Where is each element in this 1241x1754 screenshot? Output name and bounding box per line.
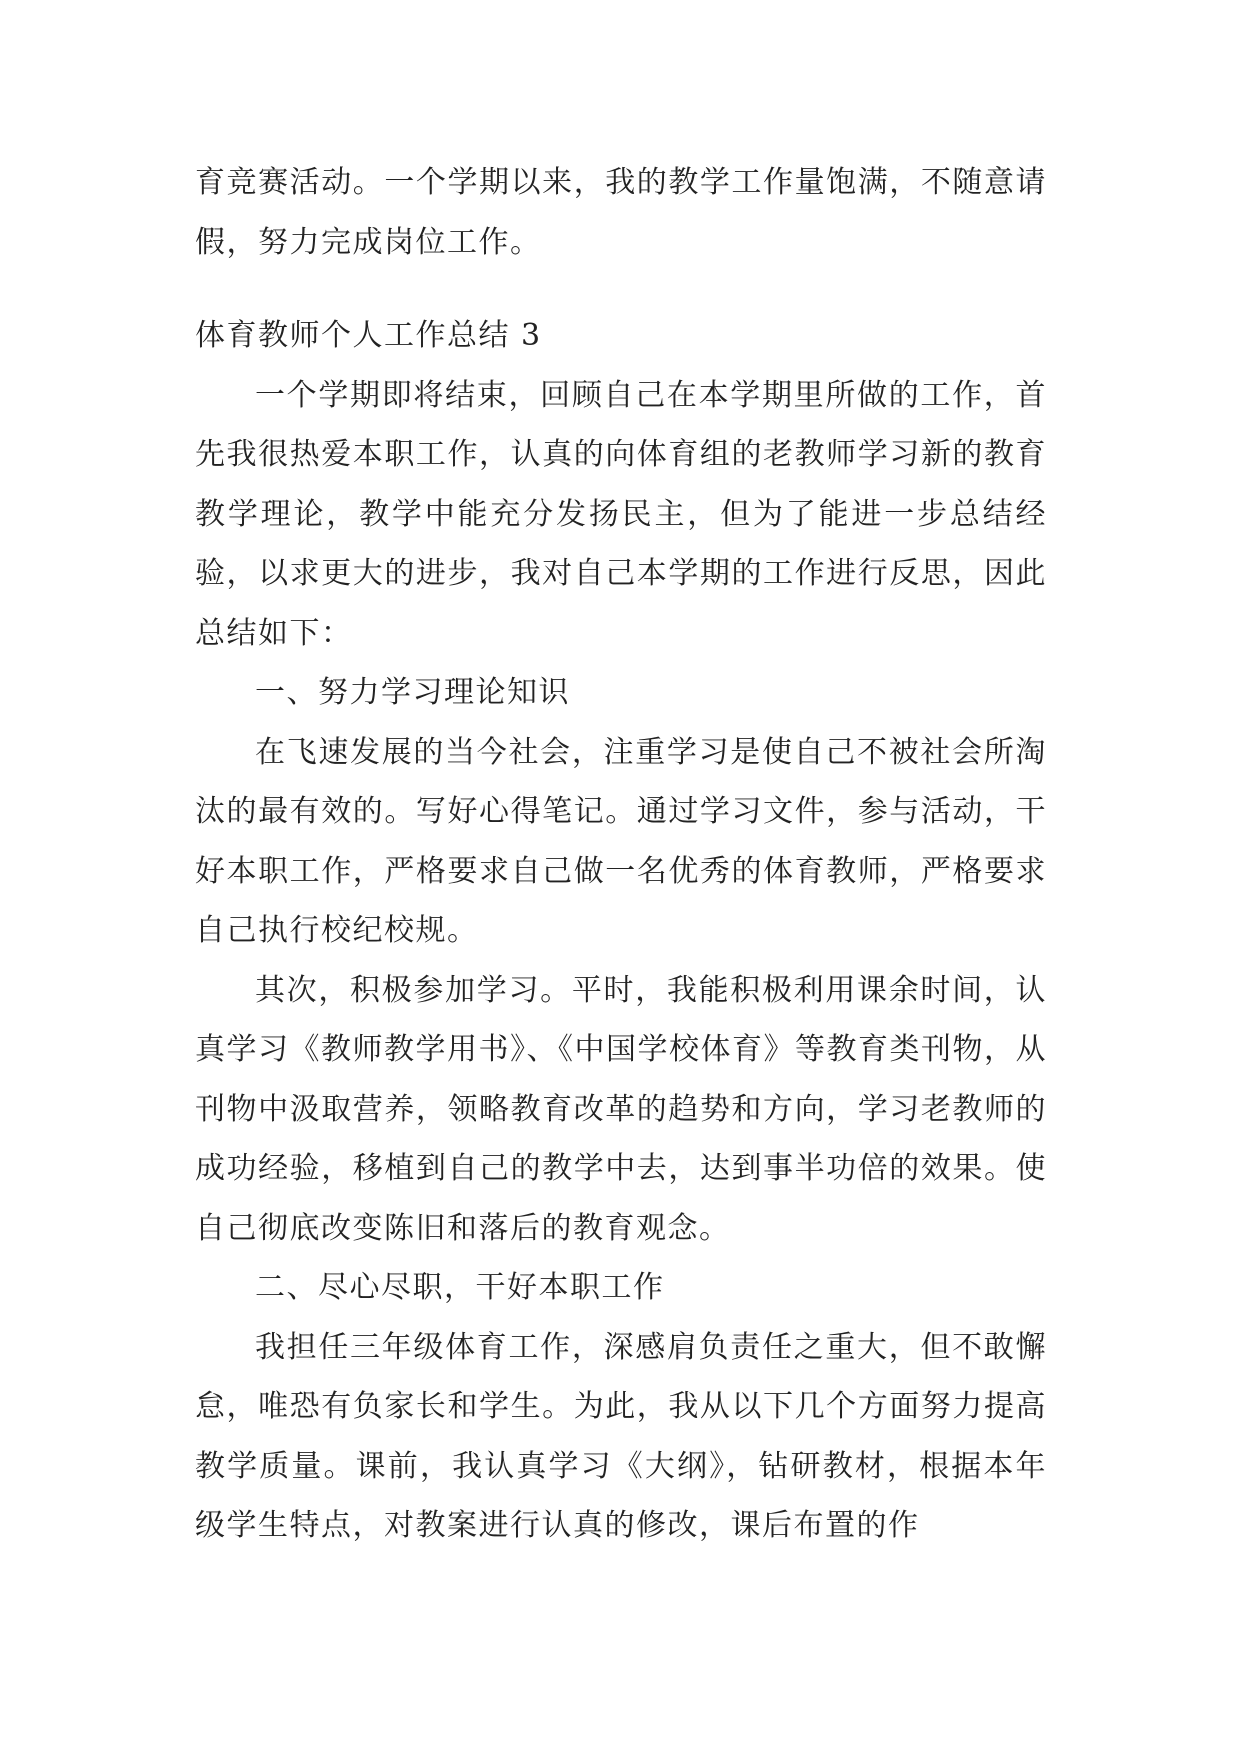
subheading-1: 一、努力学习理论知识 [255,675,570,710]
paragraph-reading: 其次，积极参加学习。平时，我能积极利用课余时间，认真学习《教师教学用书》、《中国学校体育》等教育类刊物，从刊物中汲取营养，领略教育改革的趋势和方向，学习老教师的成功经验，移植到自己的教学中去，达到事半功倍的效果。使自己彻底改变陈旧和落后的教育观念。 [195,972,1047,1246]
paragraph-study: 在飞速发展的当今社会，注重学习是使自己不被社会所淘汰的最有效的。写好心得笔记。通过学习文件，参与活动，干好本职工作，严格要求自己做一名优秀的体育教师，严格要求自己执行校纪校规。 [195,734,1047,948]
paragraph-teaching: 我担任三年级体育工作，深感肩负责任之重大，但不敢懈怠，唯恐有负家长和学生。为此，我从以下几个方面努力提高教学质量。课前，我认真学习《大纲》，钻研教材，根据本年级学生特点，对教案进行认真的修改，课后布置的作 [195,1329,1047,1543]
paragraph-intro: 一个学期即将结束，回顾自己在本学期里所做的工作，首先我很热爱本职工作，认真的向体育组的老教师学习新的教育教学理论，教学中能充分发扬民主，但为了能进一步总结经验，以求更大的进步，我对自己本学期的工作进行反思，因此总结如下： [195,377,1047,651]
text-column [195,153,1047,1556]
continuation-paragraph: 育竞赛活动。一个学期以来，我的教学工作量饱满，不随意请假，努力完成岗位工作。 [195,165,1047,260]
subheading-2: 二、尽心尽职，干好本职工作 [255,1270,665,1305]
section-heading: 体育教师个人工作总结 3 [195,318,542,353]
